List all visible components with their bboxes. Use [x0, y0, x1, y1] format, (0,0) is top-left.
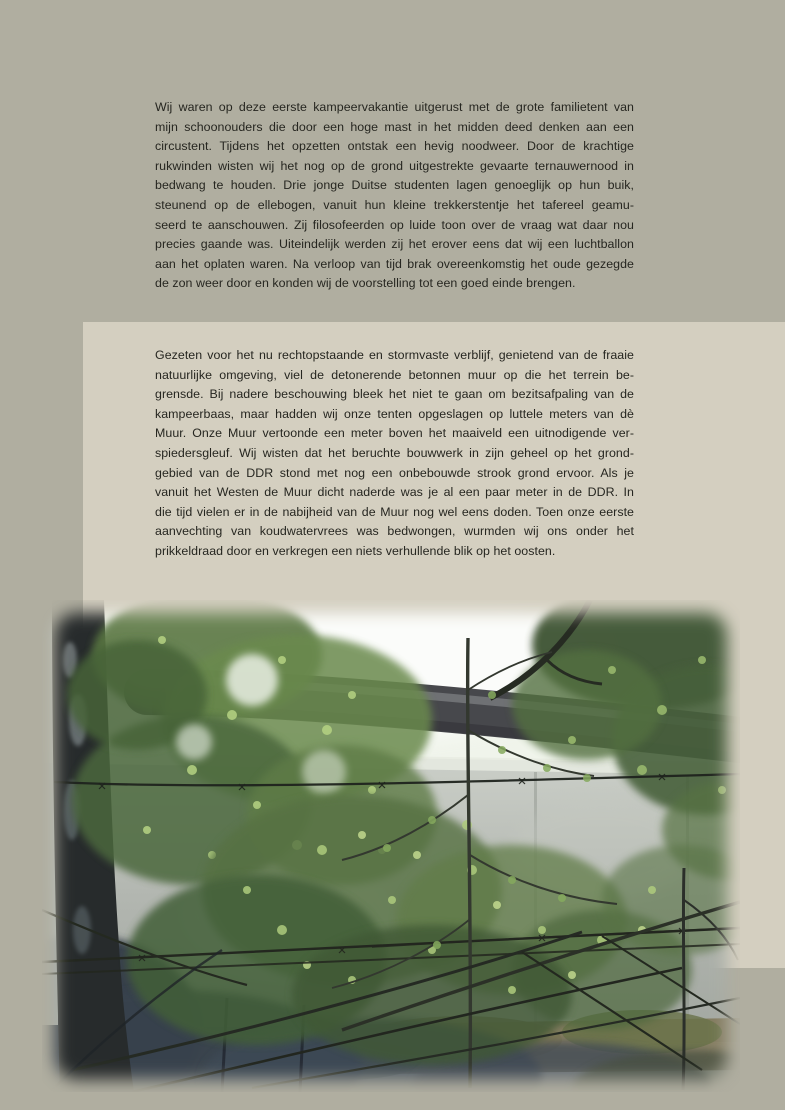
text-line: natuurlijke omgeving, viel de detonerende betonnen muur op die het terrein be- [155, 367, 634, 382]
text-line: de zon weer door en konden wij de voorstelling tot een goed einde brengen. [155, 276, 576, 291]
text-line: Muur. Onze Muur vertoonde een meter boven het maaiveld een uitnodigende ver- [155, 426, 634, 441]
paragraph-wall-story [155, 346, 634, 562]
paragraph-camping-story [155, 98, 634, 294]
text-line: Gezeten voor het nu rechtopstaande en stormvaste verblijf, genietend van de fraaie [155, 348, 634, 362]
text-line: prikkeldraad door en verkregen een niets verhullende blik op het oosten. [155, 543, 556, 558]
text-line: aanvechting van koudwatervrees was bedwongen, wurmden wij ons onder het [155, 524, 634, 539]
text-line: circustent. Tijdens het opzetten ontstak een hevig noodweer. Door de krachtige [155, 139, 634, 154]
text-line: kampeerbaas, maar hadden wij onze tenten opgeslagen op luttele meters van dè [155, 406, 634, 421]
text-line: rukwinden wisten wij het nog op de grond uitgestrekte gevaarte ternauwernood in [155, 158, 634, 173]
text-line: vanuit het Westen de Muur dicht naderde was je al een paar meter in de DDR. In [155, 485, 634, 500]
text-line: gebied van de DDR stond met nog een onbebouwde strook grond ervoor. Als je [155, 465, 634, 480]
text-line: precies gaande was. Uiteindelijk werden zij het erover eens dat wij een luchtballon [155, 237, 634, 252]
text-line: mijn schoonouders die door een hoge mast in het midden deed denken aan een [155, 119, 634, 134]
berlin-wall-photo [42, 600, 740, 1092]
text-line: bedwang te houden. Drie jonge Duitse studenten lagen genoeglijk op hun buik, [155, 178, 634, 193]
text-line: seerd te aanschouwen. Zij filosofeerden op luide toon over de vraag wat daar nou [155, 217, 634, 232]
text-line: grensde. Bij nadere beschouwing bleek het niet te gaan om bezitsafpaling van de [155, 387, 634, 402]
text-line: Wij waren op deze eerste kampeervakantie uitgerust met de grote familietent van [155, 100, 634, 114]
text-line: aan het oplaten waren. Na verloop van tijd brak overeenkomstig het oude gezegde [155, 256, 634, 271]
text-line: steunend op de ellebogen, vanuit hun kleine trekkerstentje het tafereel geamu- [155, 197, 634, 212]
text-line: spiedersgleuf. Wij wisten dat het beruchte bouwwerk in zijn geheel op het grond- [155, 445, 634, 460]
text-line: die tijd vielen er in de nabijheid van de Muur nog wel eens doden. Toen onze eerste [155, 504, 634, 519]
